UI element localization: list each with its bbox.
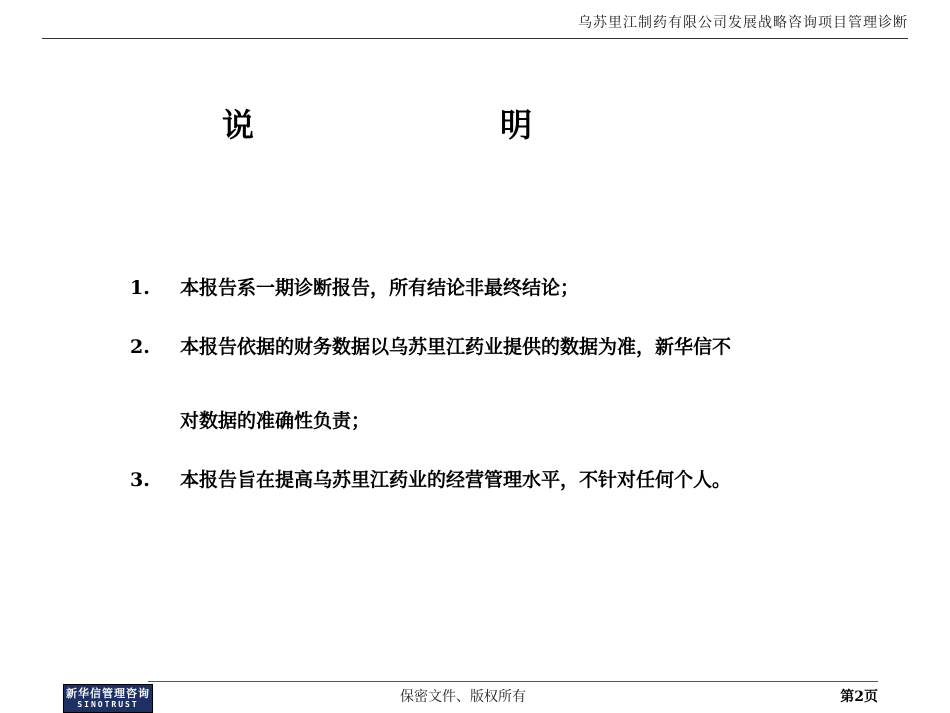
notes-list — [130, 270, 890, 521]
page-title-left: 说 — [222, 106, 255, 144]
logo-english-text: SINOTRUST — [77, 699, 139, 709]
note-item-2 — [130, 329, 890, 440]
note-number: 1. — [130, 277, 150, 299]
note-item-1 — [130, 270, 890, 307]
note-number: 3. — [130, 469, 150, 491]
company-logo — [63, 684, 153, 713]
header-divider — [42, 38, 908, 39]
note-text-continued: 对数据的准确性负责； — [180, 410, 371, 432]
note-text: 本报告依据的财务数据以乌苏里江药业提供的数据为准，新华信不 — [180, 336, 732, 358]
note-text: 本报告系一期诊断报告，所有结论非最终结论； — [180, 277, 580, 299]
page-title-right: 明 — [500, 106, 533, 144]
header-title: 乌苏里江制药有限公司发展战略咨询项目管理诊断 — [578, 15, 908, 31]
confidential-notice: 保密文件、版权所有 — [400, 689, 526, 705]
note-text: 本报告旨在提高乌苏里江药业的经营管理水平，不针对任何个人。 — [180, 469, 732, 491]
logo-chinese-text: 新华信管理咨询 — [66, 686, 150, 700]
note-number: 2. — [130, 336, 150, 358]
page-title — [0, 100, 950, 144]
note-item-3 — [130, 462, 890, 499]
footer-divider — [148, 681, 878, 682]
page-number: 第2页 — [840, 689, 878, 705]
